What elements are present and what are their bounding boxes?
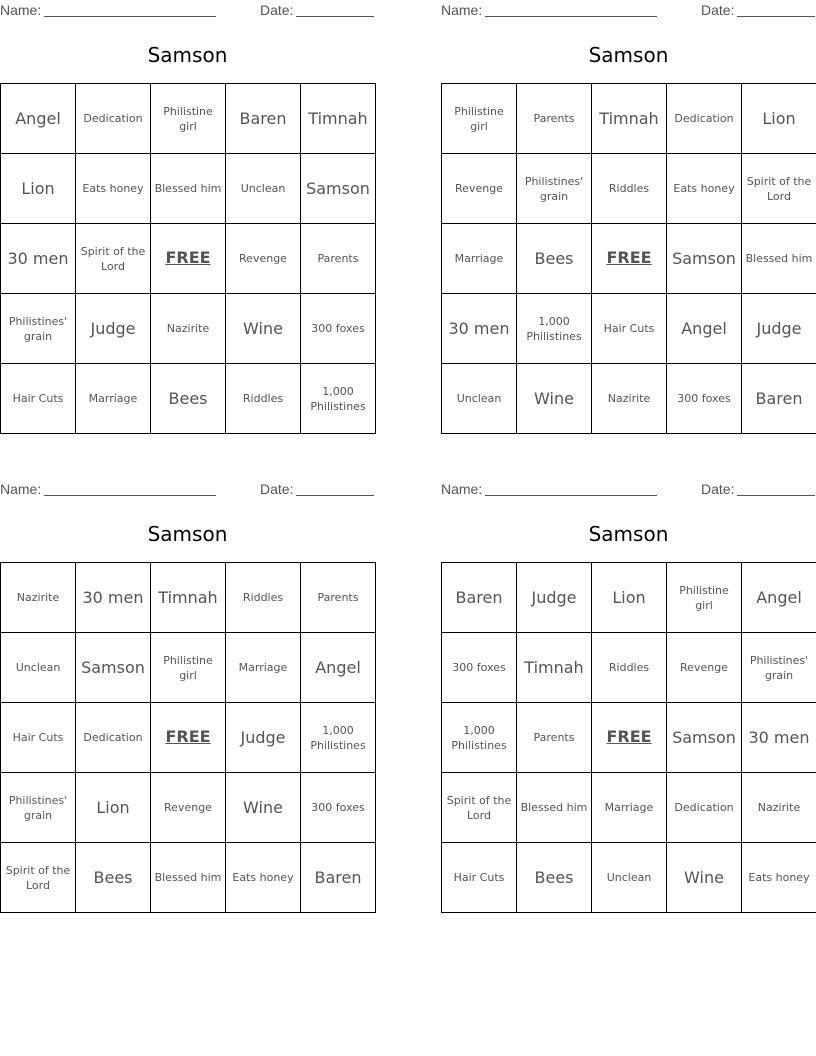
bingo-cell: Philistine girl bbox=[667, 563, 742, 633]
card-title: Samson bbox=[588, 43, 669, 67]
bingo-cell: Lion bbox=[1, 154, 76, 224]
bingo-cell: Eats honey bbox=[667, 154, 742, 224]
card-title: Samson bbox=[588, 522, 669, 546]
bingo-cell: Nazirite bbox=[592, 364, 667, 434]
free-space-cell bbox=[592, 224, 667, 294]
bingo-grid bbox=[441, 83, 816, 434]
bingo-cell: 1,000 Philistines bbox=[442, 703, 517, 773]
bingo-cell: Unclean bbox=[592, 843, 667, 913]
bingo-cell: 30 men bbox=[442, 294, 517, 364]
grid-row bbox=[1, 294, 376, 364]
bingo-cell: Nazirite bbox=[742, 773, 816, 843]
bingo-grid bbox=[0, 562, 376, 913]
bingo-cell: Spirit of the Lord bbox=[442, 773, 517, 843]
bingo-cell: Bees bbox=[517, 843, 592, 913]
name-label: Name: bbox=[441, 2, 483, 18]
bingo-cell: Judge bbox=[517, 563, 592, 633]
date-blank-line bbox=[296, 0, 374, 17]
date-label: Date: bbox=[260, 481, 294, 497]
bingo-cell: Timnah bbox=[592, 84, 667, 154]
bingo-cell: Lion bbox=[742, 84, 816, 154]
card-header bbox=[0, 479, 375, 499]
bingo-cell: Eats honey bbox=[742, 843, 816, 913]
bingo-cell: Unclean bbox=[1, 633, 76, 703]
bingo-cell: Angel bbox=[1, 84, 76, 154]
bingo-cell: Hair Cuts bbox=[442, 843, 517, 913]
bingo-cell: Hair Cuts bbox=[1, 703, 76, 773]
bingo-cell: Bees bbox=[151, 364, 226, 434]
card-title: Samson bbox=[147, 43, 228, 67]
bingo-cell: Blessed him bbox=[151, 154, 226, 224]
date-blank-line bbox=[737, 479, 815, 496]
grid-row bbox=[1, 773, 376, 843]
bingo-cell: Riddles bbox=[226, 364, 301, 434]
name-blank-line bbox=[44, 479, 216, 496]
bingo-cell: Baren bbox=[301, 843, 376, 913]
grid-row bbox=[1, 633, 376, 703]
bingo-cell: Philistines' grain bbox=[517, 154, 592, 224]
grid-row bbox=[1, 364, 376, 434]
bingo-cell: Revenge bbox=[151, 773, 226, 843]
bingo-cell: Angel bbox=[667, 294, 742, 364]
bingo-cell: 30 men bbox=[76, 563, 151, 633]
grid-row bbox=[442, 154, 816, 224]
bingo-cell: 1,000 Philistines bbox=[517, 294, 592, 364]
bingo-cell: Riddles bbox=[226, 563, 301, 633]
bingo-cell: Parents bbox=[301, 563, 376, 633]
bingo-cell: Judge bbox=[742, 294, 816, 364]
bingo-cell: Blessed him bbox=[151, 843, 226, 913]
bingo-cell: Lion bbox=[592, 563, 667, 633]
date-blank-line bbox=[737, 0, 815, 17]
bingo-cell: Marriage bbox=[442, 224, 517, 294]
bingo-cell: Revenge bbox=[226, 224, 301, 294]
bingo-cell: Bees bbox=[76, 843, 151, 913]
grid-row bbox=[442, 364, 816, 434]
bingo-cell: Blessed him bbox=[742, 224, 816, 294]
bingo-cell: Parents bbox=[517, 84, 592, 154]
bingo-cell: Baren bbox=[442, 563, 517, 633]
bingo-cell: Hair Cuts bbox=[1, 364, 76, 434]
grid-row bbox=[1, 154, 376, 224]
bingo-cell: Philistines' grain bbox=[1, 773, 76, 843]
bingo-cell: Wine bbox=[226, 773, 301, 843]
card-header bbox=[441, 479, 816, 499]
bingo-cell: Revenge bbox=[442, 154, 517, 224]
free-space-label: FREE bbox=[165, 727, 211, 746]
bingo-cell: Philistine girl bbox=[442, 84, 517, 154]
bingo-cell: Dedication bbox=[667, 773, 742, 843]
bingo-cell: Eats honey bbox=[76, 154, 151, 224]
card-title: Samson bbox=[147, 522, 228, 546]
name-label: Name: bbox=[441, 481, 483, 497]
bingo-cell: Samson bbox=[667, 224, 742, 294]
grid-row bbox=[442, 843, 816, 913]
bingo-cell: Blessed him bbox=[517, 773, 592, 843]
bingo-cell: Unclean bbox=[226, 154, 301, 224]
bingo-cell: Dedication bbox=[667, 84, 742, 154]
bingo-cell: Revenge bbox=[667, 633, 742, 703]
bingo-cell: Angel bbox=[301, 633, 376, 703]
free-space-cell bbox=[151, 703, 226, 773]
bingo-grid bbox=[441, 562, 816, 913]
bingo-cell: 300 foxes bbox=[301, 294, 376, 364]
bingo-card bbox=[441, 479, 816, 919]
free-space-label: FREE bbox=[606, 248, 652, 267]
bingo-cell: Parents bbox=[517, 703, 592, 773]
bingo-cell: Wine bbox=[517, 364, 592, 434]
date-blank-line bbox=[296, 479, 374, 496]
bingo-cell: Samson bbox=[76, 633, 151, 703]
bingo-cell: Hair Cuts bbox=[592, 294, 667, 364]
bingo-cell: Wine bbox=[226, 294, 301, 364]
grid-row bbox=[1, 703, 376, 773]
bingo-cell: Angel bbox=[742, 563, 816, 633]
bingo-cell: Samson bbox=[301, 154, 376, 224]
card-header bbox=[441, 0, 816, 20]
bingo-cell: Timnah bbox=[301, 84, 376, 154]
free-space-label: FREE bbox=[165, 248, 211, 267]
grid-row bbox=[442, 773, 816, 843]
free-space-label: FREE bbox=[606, 727, 652, 746]
bingo-cell: Riddles bbox=[592, 633, 667, 703]
bingo-cell: Eats honey bbox=[226, 843, 301, 913]
bingo-cell: Marriage bbox=[592, 773, 667, 843]
bingo-cell: 300 foxes bbox=[667, 364, 742, 434]
bingo-cell: Philistine girl bbox=[151, 633, 226, 703]
bingo-cell: Timnah bbox=[517, 633, 592, 703]
bingo-cell: Spirit of the Lord bbox=[76, 224, 151, 294]
date-label: Date: bbox=[701, 2, 735, 18]
grid-row bbox=[442, 224, 816, 294]
bingo-cell: Philistine girl bbox=[151, 84, 226, 154]
bingo-cell: Baren bbox=[226, 84, 301, 154]
bingo-card bbox=[0, 479, 375, 919]
grid-row bbox=[442, 633, 816, 703]
card-header bbox=[0, 0, 375, 20]
bingo-cell: Bees bbox=[517, 224, 592, 294]
name-blank-line bbox=[44, 0, 216, 17]
grid-row bbox=[442, 84, 816, 154]
grid-row bbox=[1, 563, 376, 633]
bingo-card bbox=[0, 0, 375, 440]
bingo-card bbox=[441, 0, 816, 440]
bingo-cell: Marriage bbox=[76, 364, 151, 434]
grid-row bbox=[1, 224, 376, 294]
date-label: Date: bbox=[260, 2, 294, 18]
bingo-cell: Nazirite bbox=[151, 294, 226, 364]
name-blank-line bbox=[485, 0, 657, 17]
bingo-cell: Nazirite bbox=[1, 563, 76, 633]
bingo-cell: Parents bbox=[301, 224, 376, 294]
bingo-cell: 1,000 Philistines bbox=[301, 364, 376, 434]
bingo-cell: Spirit of the Lord bbox=[1, 843, 76, 913]
bingo-cell: Timnah bbox=[151, 563, 226, 633]
name-label: Name: bbox=[0, 2, 42, 18]
bingo-cell: Philistines' grain bbox=[1, 294, 76, 364]
date-label: Date: bbox=[701, 481, 735, 497]
free-space-cell bbox=[592, 703, 667, 773]
grid-row bbox=[1, 843, 376, 913]
bingo-cell: Lion bbox=[76, 773, 151, 843]
bingo-grid bbox=[0, 83, 376, 434]
bingo-cell: 30 men bbox=[742, 703, 816, 773]
bingo-cell: 1,000 Philistines bbox=[301, 703, 376, 773]
bingo-cell: Dedication bbox=[76, 703, 151, 773]
grid-row bbox=[1, 84, 376, 154]
grid-row bbox=[442, 703, 816, 773]
bingo-cell: 300 foxes bbox=[301, 773, 376, 843]
bingo-cell: Unclean bbox=[442, 364, 517, 434]
bingo-cell: Samson bbox=[667, 703, 742, 773]
name-label: Name: bbox=[0, 481, 42, 497]
grid-row bbox=[442, 294, 816, 364]
bingo-cell: Baren bbox=[742, 364, 816, 434]
grid-row bbox=[442, 563, 816, 633]
bingo-cell: Riddles bbox=[592, 154, 667, 224]
bingo-cell: 30 men bbox=[1, 224, 76, 294]
bingo-cell: 300 foxes bbox=[442, 633, 517, 703]
bingo-cell: Marriage bbox=[226, 633, 301, 703]
bingo-cell: Judge bbox=[226, 703, 301, 773]
bingo-cell: Judge bbox=[76, 294, 151, 364]
name-blank-line bbox=[485, 479, 657, 496]
bingo-cell: Spirit of the Lord bbox=[742, 154, 816, 224]
bingo-cell: Dedication bbox=[76, 84, 151, 154]
bingo-cell: Philistines' grain bbox=[742, 633, 816, 703]
free-space-cell bbox=[151, 224, 226, 294]
bingo-cell: Wine bbox=[667, 843, 742, 913]
